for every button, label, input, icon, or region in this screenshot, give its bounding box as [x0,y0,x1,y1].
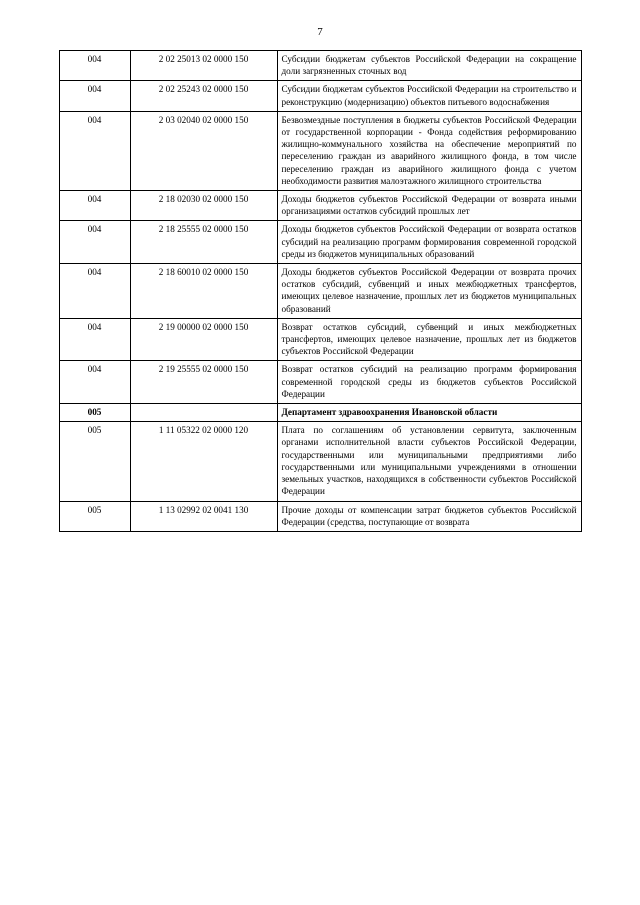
cell-description: Возврат остатков субсидий на реализацию программ формирования современной городской среды из бюджетов субъектов Российской Федерации [277,361,581,404]
cell-description: Субсидии бюджетам субъектов Российской Федерации на сокращение доли загрязненных сточных вод [277,51,581,81]
cell-kbk [130,404,277,422]
cell-description: Субсидии бюджетам субъектов Российской Федерации на строительство и реконструкцию (модернизацию) объектов питьевого водоснабжения [277,81,581,111]
cell-code: 004 [59,264,130,319]
cell-code: 004 [59,191,130,221]
cell-code: 005 [59,501,130,531]
table-row [59,51,581,81]
cell-kbk: 1 13 02992 02 0041 130 [130,501,277,531]
table-row [59,81,581,111]
cell-description: Прочие доходы от компенсации затрат бюджетов субъектов Российской Федерации (средства, поступающие от возврата [277,501,581,531]
cell-description: Возврат остатков субсидий, субвенций и иных межбюджетных трансфертов, имеющих целевое назначение, прошлых лет из бюджетов субъектов Российской Федерации [277,318,581,361]
cell-code: 004 [59,361,130,404]
cell-kbk: 2 03 02040 02 0000 150 [130,111,277,190]
cell-kbk: 2 02 25243 02 0000 150 [130,81,277,111]
cell-description: Плата по соглашениям об установлении сервитута, заключенным органами исполнительной власти субъектов Российской Федерации, государственными или муниципальными предприятиями либо государственными или муниципальными учреждениями в отношении земельных участков, находящихся в собственности субъектов Российской Федерации [277,422,581,501]
table-row [59,422,581,501]
cell-code: 004 [59,111,130,190]
cell-kbk: 2 18 02030 02 0000 150 [130,191,277,221]
page-number: 7 [317,26,323,38]
table-body [59,51,581,532]
table-row [59,318,581,361]
table-row [59,264,581,319]
cell-kbk: 1 11 05322 02 0000 120 [130,422,277,501]
cell-kbk: 2 19 00000 02 0000 150 [130,318,277,361]
budget-classification-table [59,50,582,532]
cell-code: 004 [59,51,130,81]
table-row-section-header [59,404,581,422]
cell-description: Доходы бюджетов субъектов Российской Федерации от возврата остатков субсидий на реализацию программ формирования современной городской среды из бюджетов муниципальных образований [277,221,581,264]
cell-code: 005 [59,404,130,422]
cell-code: 004 [59,318,130,361]
cell-code: 004 [59,81,130,111]
cell-description: Доходы бюджетов субъектов Российской Федерации от возврата прочих остатков субсидий, субвенций и иных межбюджетных трансфертов, имеющих целевое назначение, прошлых лет из бюджетов муниципальных образований [277,264,581,319]
cell-description: Безвозмездные поступления в бюджеты субъектов Российской Федерации от государственной корпорации - Фонда содействия реформированию жилищно-коммунального хозяйства на обеспечение мероприятий по переселению граждан из аварийного жилищного фонда, в том числе переселению граждан из аварийного жилищного фонда с учетом необходимости развития малоэтажного жилищного строительства [277,111,581,190]
cell-kbk: 2 19 25555 02 0000 150 [130,361,277,404]
table-row [59,191,581,221]
table-row [59,111,581,190]
cell-kbk: 2 18 25555 02 0000 150 [130,221,277,264]
table-row [59,221,581,264]
cell-kbk: 2 02 25013 02 0000 150 [130,51,277,81]
cell-code: 005 [59,422,130,501]
cell-code: 004 [59,221,130,264]
table-row [59,361,581,404]
table-row [59,501,581,531]
cell-description: Департамент здравоохранения Ивановской области [277,404,581,422]
cell-description: Доходы бюджетов субъектов Российской Федерации от возврата иными организациями остатков субсидий прошлых лет [277,191,581,221]
cell-kbk: 2 18 60010 02 0000 150 [130,264,277,319]
